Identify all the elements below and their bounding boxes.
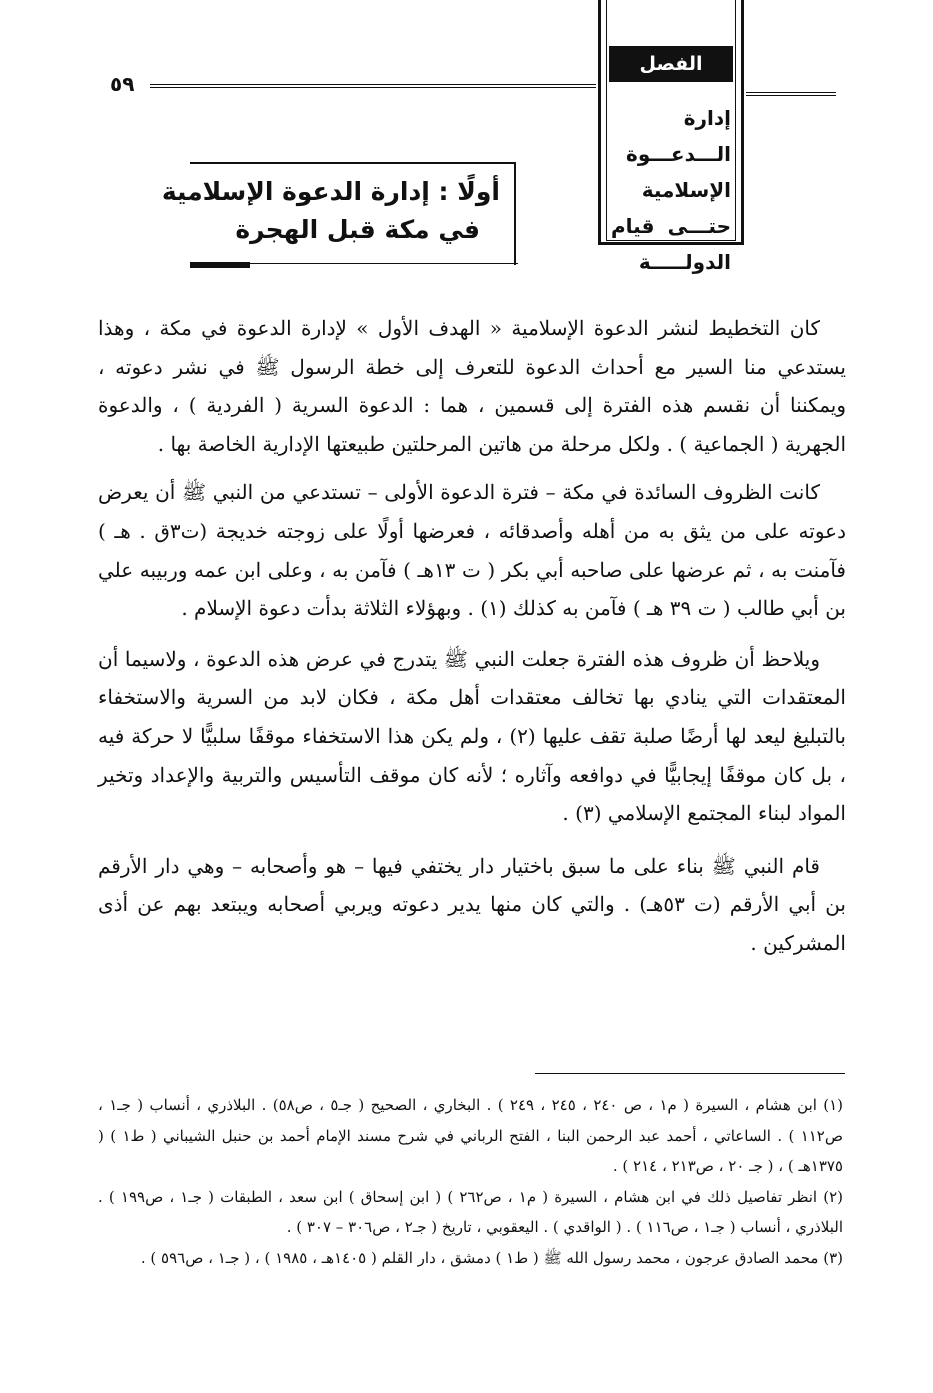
header-rule (150, 84, 596, 88)
chapter-subject: إدارة الـــدعـــوة الإسلامية حتـــى قيام الدولـــــة (611, 106, 731, 274)
paragraph: قام النبي ﷺ بناء على ما سبق باختيار دار يختفي فيها – هو وأصحابه – وهي دار الأرقم بن أبي الأرقم (ت ٥٣هـ) . والتي كان منها يدير دعوته ويربي أصحابه ويبتعد بهم عن أذى المشركين . (98, 853, 846, 955)
footnote: (١) ابن هشام ، السيرة ( م١ ، ص ٢٤٠ ، ٢٤٥ ، ٢٤٩ ) . البخاري ، الصحيح ( جـ٥ ، ص٥٨) . البلاذري ، أنساب ( جـ١ ، ص١١٢ ) . الساعاتي ، أحمد عبد الرحمن البنا ، الفتح الرباني في شرح مسند الإمام أحمد بن حنبل الشيباني ( ط١ ) ( ١٣٧٥هـ ) ، ( جـ ٢٠ ، ص٢١٣ ، ٢١٤ ) . (98, 1096, 844, 1175)
section-title-line-2: في مكة قبل الهجرة (235, 215, 480, 244)
footnote: (٢) انظر تفاصيل ذلك في ابن هشام ، السيرة ( م١ ، ص٢٦٢ ) ( ابن إسحاق ) ابن سعد ، الطبقات ( جـ١ ، ص١٩٩ ) . البلاذري ، أنساب ( جـ١ ، ص١١٦ ) . ( الواقدي ) . اليعقوبي ، تاريخ ( جـ٢ ، ص٣٠٦ – ٣٠٧ ) . (98, 1187, 843, 1236)
paragraph: كانت الظروف السائدة في مكة – فترة الدعوة الأولى – تستدعي من النبي ﷺ أن يعرض دعوته على من يثق به من أهله وأصدقائه ، فعرضها أولًا على زوجته خديجة (ت٣ق . هـ ) فآمنت به ، ثم عرضها على صاحبه أبي بكر ( ت ١٣هـ ) فآمن به ، وعلى ابن عمه وربيبه علي بن أبي طالب ( ت ٣٩ هـ ) فآمن به كذلك (١) . وبهؤلاء الثلاثة بدأت دعوة الإسلام . (98, 480, 846, 621)
section-title-line-1: أولًا : إدارة الدعوة الإسلامية (161, 177, 500, 206)
footnote: (٣) محمد الصادق عرجون ، محمد رسول الله ﷺ ( ط١ ) دمشق ، دار القلم ( ١٤٠٥هـ ، ١٩٨٥ ) ، ( جـ١ ، ص٥٩٦ ) . (140, 1248, 843, 1267)
paragraph: ويلاحظ أن ظروف هذه الفترة جعلت النبي ﷺ يتدرج في عرض هذه الدعوة ، ولاسيما أن المعتقدات التي ينادي بها تخالف معتقدات أهل مكة ، فكان لابد من السرية والاستخفاء بالتبليغ ليعد لها أرضًا صلبة تقف عليها (٢) ، ولم يكن هذا الاستخفاء موقفًا سلبيًّا لا حركة فيه ، بل كان موقفًا إيجابيًّا في دوافعه وآثاره ؛ لأنه كان موقف التأسيس والتربية والإعداد وتخير المواد لبناء المجتمع الإسلامي (٣) . (98, 646, 846, 826)
chapter-box (598, 0, 744, 274)
page-number: ٥٩ (110, 72, 135, 96)
header-rule-right (746, 92, 836, 96)
paragraph: كان التخطيط لنشر الدعوة الإسلامية « الهدف الأول » لإدارة الدعوة في مكة ، وهذا يستدعي منا السير مع أحداث الدعوة للتعرف إلى خطة الرسول ﷺ في نشر دعوته ، ويمكننا أن نقسم هذه الفترة إلى قسمين ، هما : الدعوة السرية ( الفردية ) ، والدعوة الجهرية ( الجماعية ) . ولكل مرحلة من هاتين المرحلتين طبيعتها الإدارية الخاصة بها . (98, 316, 846, 456)
chapter-label: الفصل الثاني (609, 46, 733, 82)
footnotes (98, 1090, 843, 1273)
title-underline-accent (190, 262, 250, 268)
body-text (98, 309, 846, 973)
footnote-separator (535, 1073, 845, 1074)
section-title (161, 162, 516, 265)
